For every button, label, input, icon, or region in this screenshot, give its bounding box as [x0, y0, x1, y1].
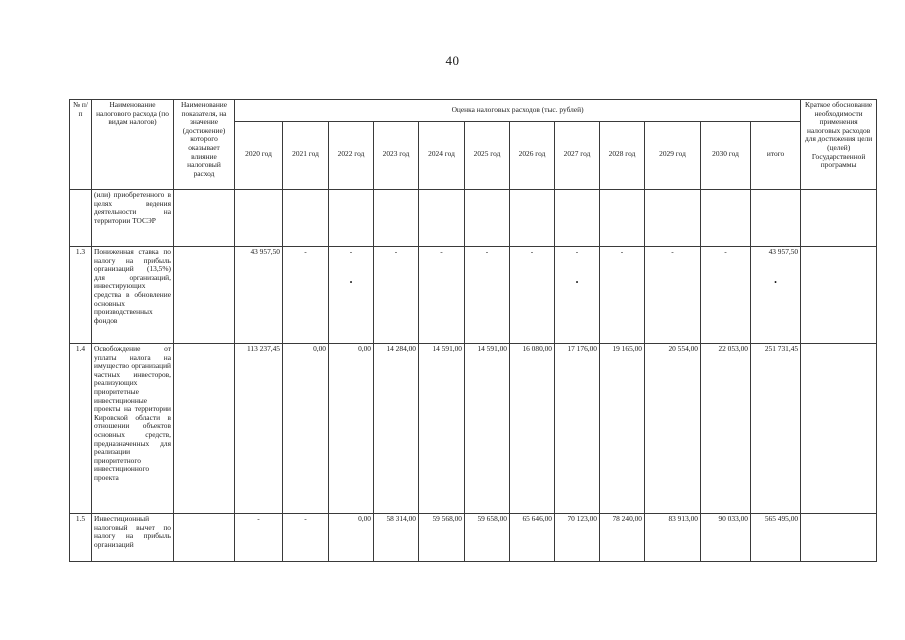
value-cell: [510, 514, 555, 562]
value-text: -: [304, 514, 307, 523]
value-text: 0,00: [358, 344, 371, 353]
header-indicator: Наименование показателя, на значение (достижение) которого оказывает влияние налоговый расход: [174, 100, 235, 190]
justification-cell: [801, 344, 877, 514]
dot-mark: •: [575, 277, 579, 287]
value-cell: [751, 190, 801, 247]
value-cell: [751, 247, 801, 344]
value-text: 78 240,00: [612, 514, 642, 523]
value-cell: [701, 514, 751, 562]
value-cell: [235, 190, 283, 247]
header-year: 2023 год: [374, 122, 419, 190]
value-text: -: [671, 247, 674, 256]
value-cell: [419, 190, 465, 247]
value-text: 65 646,00: [522, 514, 552, 523]
value-cell: [374, 190, 419, 247]
value-cell: [283, 190, 329, 247]
value-text: -: [485, 247, 489, 256]
value-text: 565 495,00: [764, 514, 799, 523]
tax-expenditure-name: Инвестиционный налоговый вычет по налогу на прибыль организаций: [92, 514, 174, 562]
value-text: -: [257, 514, 260, 523]
tax-expenditure-name: (или) приобретенного в целях ведения деятельности на территории ТОСЭР: [92, 190, 174, 247]
value-cell: [701, 344, 751, 514]
value-cell: [751, 344, 801, 514]
header-estimate: Оценка налоговых расходов (тыс. рублей): [235, 100, 801, 122]
value-cell: [555, 344, 600, 514]
value-cell: [701, 190, 751, 247]
header-year: 2026 год: [510, 122, 555, 190]
value-text: 43 957,50: [250, 247, 280, 256]
value-text: 17 176,00: [567, 344, 597, 353]
header-year: 2027 год: [555, 122, 600, 190]
row-number: 1.4: [70, 344, 92, 514]
row-number: [70, 190, 92, 247]
value-cell: [465, 247, 510, 344]
page-number: 40: [445, 53, 460, 68]
value-cell: [283, 247, 329, 344]
header-year: 2021 год: [283, 122, 329, 190]
value-text: 113 237,45: [247, 344, 280, 353]
value-cell: [235, 344, 283, 514]
value-text: -: [394, 247, 398, 256]
value-cell: [510, 247, 555, 344]
header-num: № п/п: [70, 100, 92, 190]
value-text: 90 033,00: [718, 514, 748, 523]
value-text: 70 123,00: [567, 514, 597, 523]
justification-cell: [801, 247, 877, 344]
indicator-cell: [174, 247, 235, 344]
dot-mark: •: [774, 277, 777, 287]
value-text: 0,00: [358, 514, 371, 523]
value-cell: [329, 514, 374, 562]
value-text: 251 731,45: [764, 344, 799, 353]
indicator-cell: [174, 514, 235, 562]
value-text: 59 658,00: [477, 514, 507, 523]
value-cell: [701, 247, 751, 344]
value-cell: [374, 514, 419, 562]
row-number: 1.3: [70, 247, 92, 344]
value-cell: [600, 514, 645, 562]
value-cell: [510, 190, 555, 247]
value-text: -: [304, 247, 307, 256]
table-row: [70, 190, 877, 247]
value-text: 14 591,00: [432, 344, 462, 353]
justification-cell: [801, 190, 877, 247]
value-cell: [235, 514, 283, 562]
value-cell: [645, 514, 701, 562]
value-cell: [419, 344, 465, 514]
value-text: 0,00: [313, 344, 326, 353]
value-text: 83 913,00: [668, 514, 698, 523]
tax-expenditure-table: [69, 99, 877, 562]
value-text: -: [575, 247, 579, 256]
value-cell: [465, 344, 510, 514]
value-text: -: [440, 247, 443, 256]
value-text: 59 568,00: [432, 514, 462, 523]
value-cell: [555, 514, 600, 562]
value-cell: [510, 344, 555, 514]
value-text: 14 284,00: [386, 344, 416, 353]
value-cell: [235, 247, 283, 344]
value-cell: [419, 514, 465, 562]
value-text: -: [530, 247, 534, 256]
value-text: 20 554,00: [668, 344, 698, 353]
value-cell: [283, 514, 329, 562]
value-text: 22 053,00: [718, 344, 748, 353]
value-cell: [555, 190, 600, 247]
header-year: итого: [751, 122, 801, 190]
header-justification: Краткое обоснование необходимости применения налоговых расходов для достижения цели (целей) Государственной программы: [801, 100, 877, 190]
value-cell: [555, 247, 600, 344]
tax-expenditure-name: Пониженная ставка по налогу на прибыль организаций (13,5%) для организаций, инвестирующих средства в обновление основных производственных фондов: [92, 247, 174, 344]
header-year: 2025 год: [465, 122, 510, 190]
value-cell: [645, 344, 701, 514]
value-cell: [465, 514, 510, 562]
value-cell: [600, 190, 645, 247]
value-cell: [374, 344, 419, 514]
justification-cell: [801, 514, 877, 562]
value-cell: [600, 247, 645, 344]
header-year: 2022 год: [329, 122, 374, 190]
indicator-cell: [174, 190, 235, 247]
row-number: 1.5: [70, 514, 92, 562]
value-cell: [329, 344, 374, 514]
table-row: [70, 247, 877, 344]
value-cell: [465, 190, 510, 247]
value-cell: [751, 514, 801, 562]
table-row: [70, 344, 877, 514]
value-cell: [329, 190, 374, 247]
value-cell: [283, 344, 329, 514]
dot-mark: •: [349, 277, 353, 287]
value-cell: [419, 247, 465, 344]
header-year: 2030 год: [701, 122, 751, 190]
value-cell: [645, 247, 701, 344]
value-cell: [645, 190, 701, 247]
value-text: 14 591,00: [477, 344, 507, 353]
value-text: 19 165,00: [612, 344, 642, 353]
tax-expenditure-name: Освобождение от уплаты налога на имущество организаций частных инвесторов, реализующих приоритетные инвестиционные проекты на территории Кировской области в отношении объектов основных средств, предназначенных для реализации приоритетного инвестиционного проекта: [92, 344, 174, 514]
header-year: 2020 год: [235, 122, 283, 190]
table-row: [70, 514, 877, 562]
value-cell: [329, 247, 374, 344]
indicator-cell: [174, 344, 235, 514]
value-text: -: [724, 247, 727, 256]
header-year: 2029 год: [645, 122, 701, 190]
value-text: 16 080,00: [522, 344, 552, 353]
header-year: 2028 год: [600, 122, 645, 190]
header-name: Наименование налогового расхода (по видам налогов): [92, 100, 174, 190]
value-text: -: [620, 247, 624, 256]
header-year: 2024 год: [419, 122, 465, 190]
value-text: 43 957,50: [768, 247, 799, 256]
value-text: 58 314,00: [386, 514, 416, 523]
value-cell: [600, 344, 645, 514]
value-cell: [374, 247, 419, 344]
value-text: -: [349, 247, 353, 256]
